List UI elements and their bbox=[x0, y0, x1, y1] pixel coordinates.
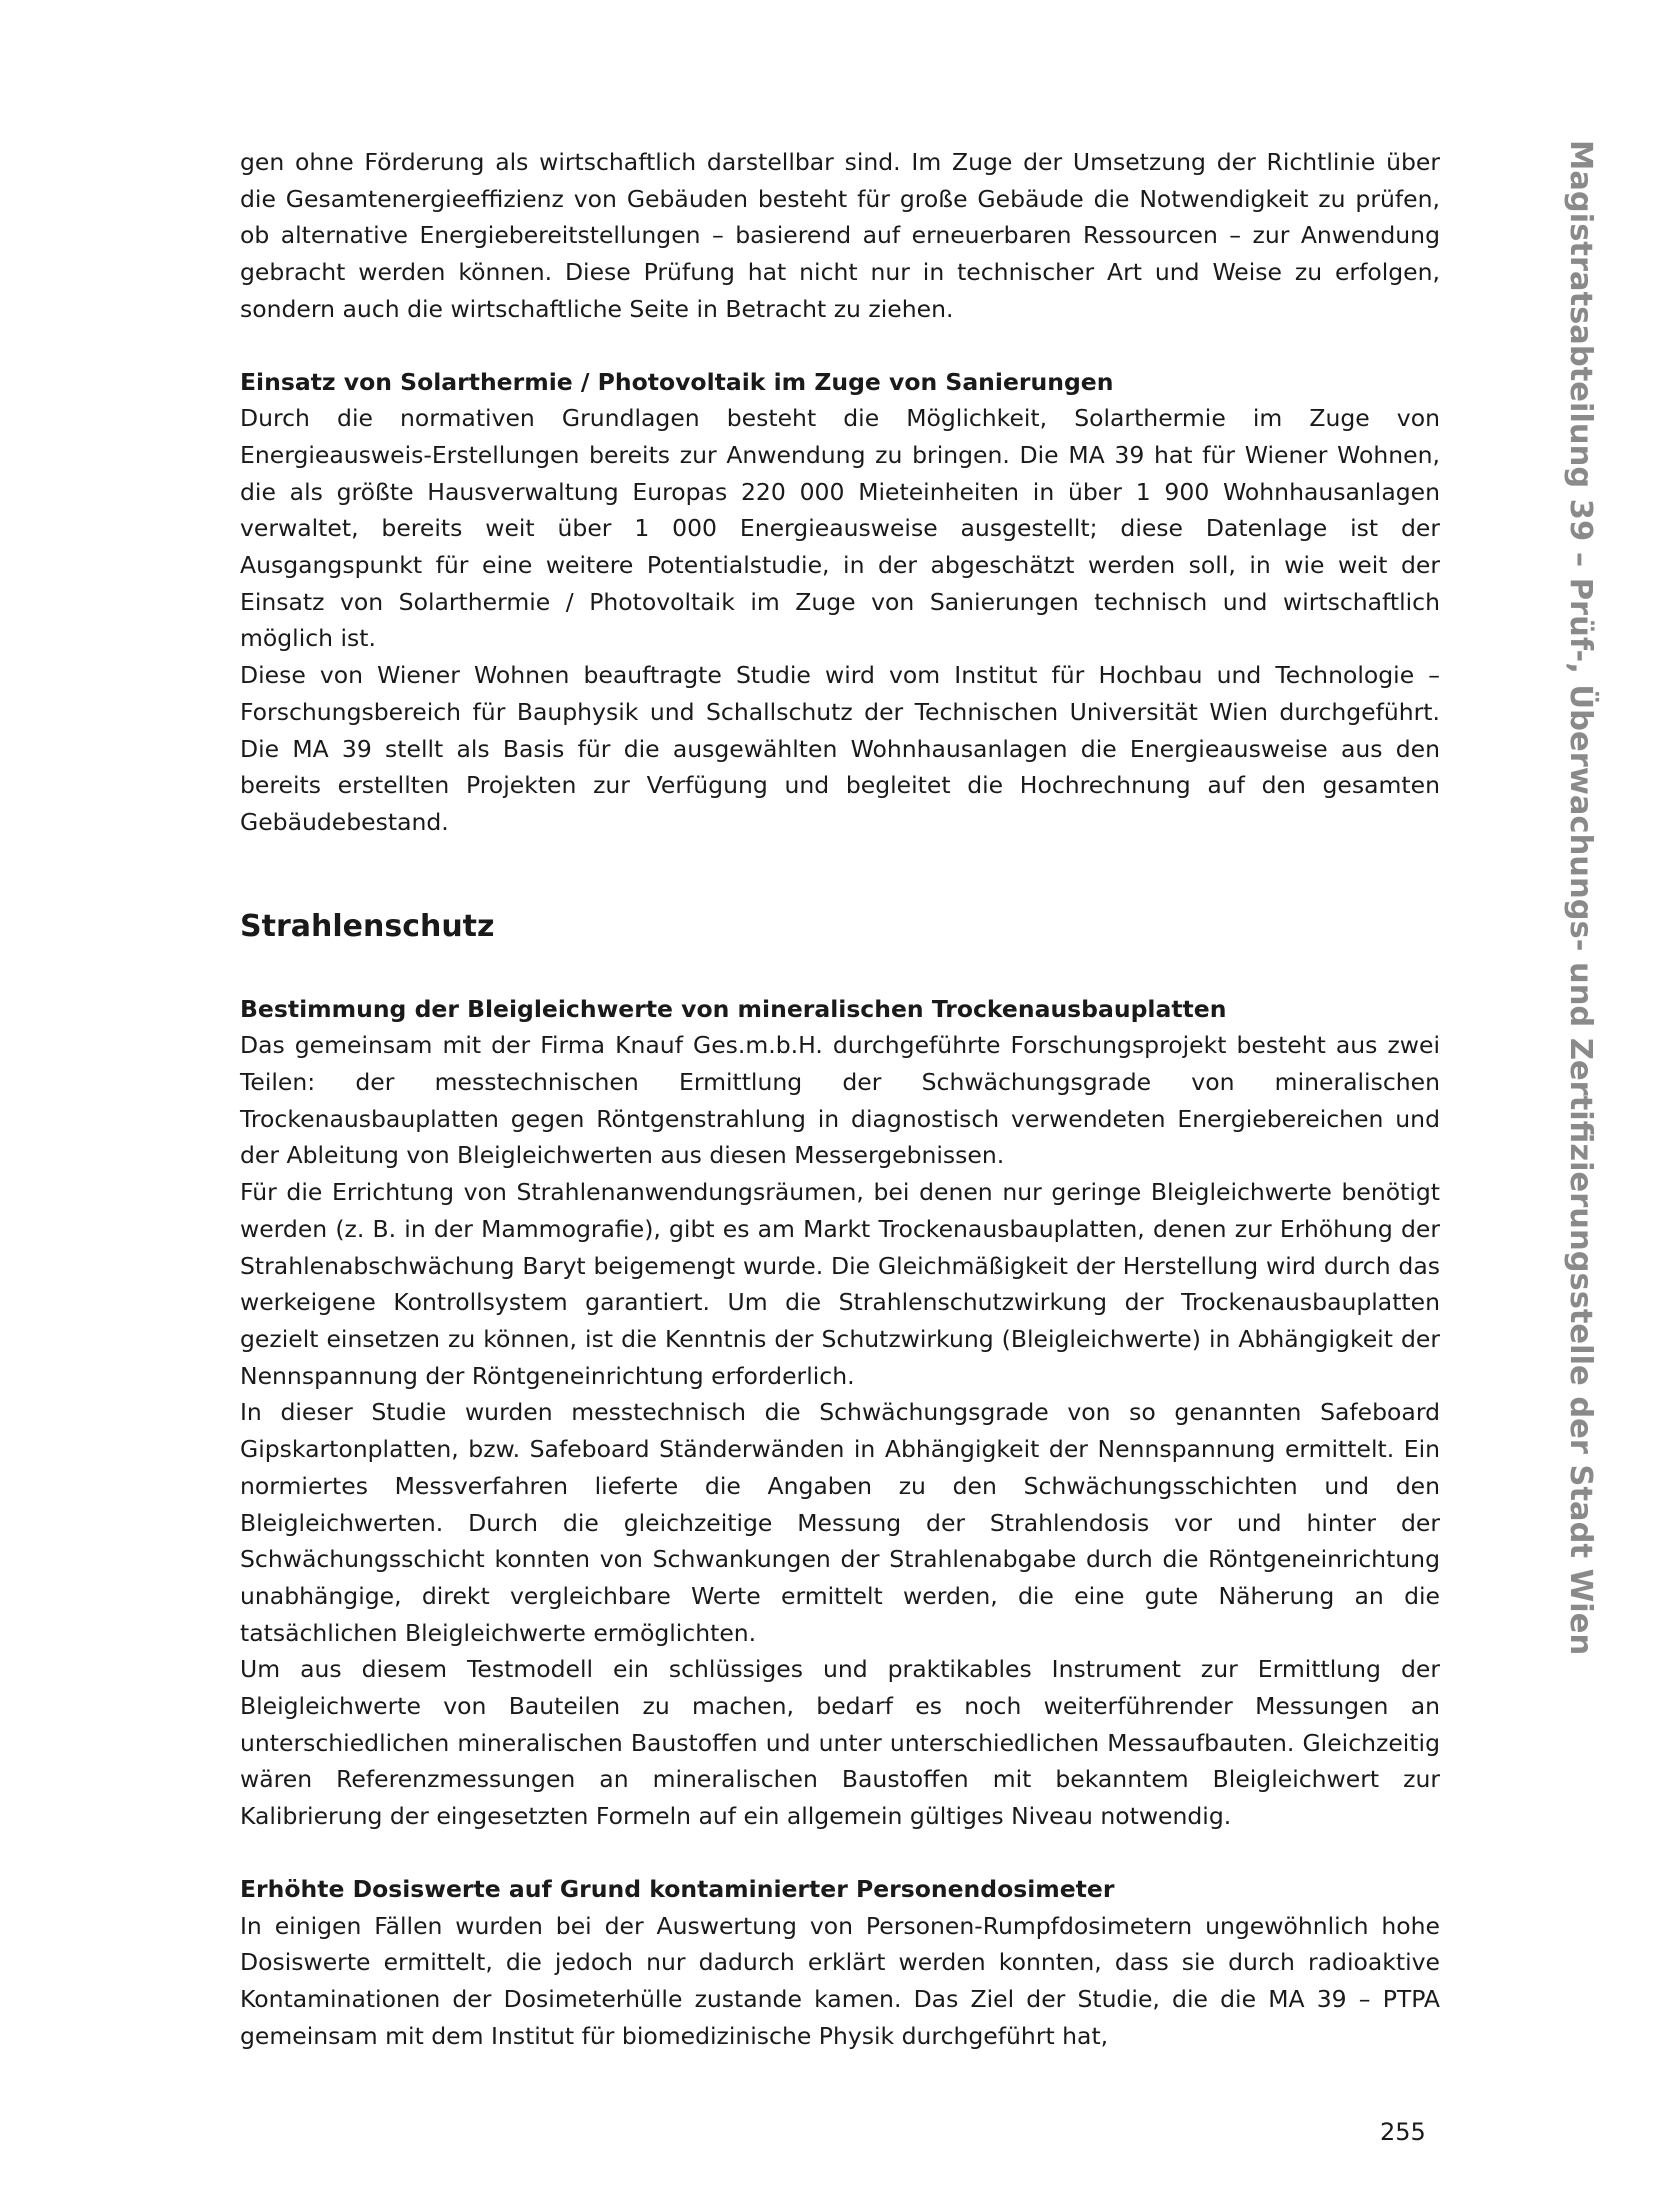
department-title-text: Magistratsabteilung 39 – Prüf-, Überwachungs- und Zertifizierungsstelle der Stadt Wien bbox=[1563, 140, 1598, 1656]
solar-heading: Einsatz von Solarthermie / Photovoltaik im Zuge von Sanierungen bbox=[240, 367, 1114, 396]
dosimeter-paragraph-1: In einigen Fällen wurden bei der Auswertung von Personen-Rumpfdosimetern ungewöhnlich hohe Dosiswerte ermittelt, die jedoch nur dadurch erklärt werden konnten, dass sie durch radioaktive Kontaminationen der Dosimeterhülle zustande kamen. Das Ziel der Studie, die die MA 39 – PTPA gemeinsam mit dem Institut für biomedizinische Physik durchgeführt hat, bbox=[240, 1911, 1440, 2050]
lead-equivalent-heading: Bestimmung der Bleigleichwerte von mineralischen Trockenausbauplatten bbox=[240, 994, 1227, 1023]
intro-paragraph: gen ohne Förderung als wirtschaftlich darstellbar sind. Im Zuge der Umsetzung der Richtlinie über die Gesamtenergieeffizienz von Gebäuden besteht für große Gebäude die Notwendigkeit zu prüfen, ob alternative Energiebereitstellungen – basierend auf erneuerbaren Ressourcen – zur Anwendung gebracht werden können. Diese Prüfung hat nicht nur in technischer Art und Weise zu erfolgen, sondern auch die wirtschaftliche Seite in Betracht zu ziehen. bbox=[240, 148, 1440, 323]
lead-paragraph-2: Für die Errichtung von Strahlenanwendungsräumen, bei denen nur geringe Bleigleichwerte benötigt werden (z. B. in der Mammografie), gibt es am Markt Trockenausbauplatten, denen zur Erhöhung der Strahlenabschwächung Baryt beigemengt wurde. Die Gleichmäßigkeit der Herstellung wird durch das werkeigene Kontrollsystem garantiert. Um die Strahlenschutzwirkung der Trockenausbauplatten gezielt einsetzen zu können, ist die Kenntnis der Schutzwirkung (Bleigleichwerte) in Abhängigkeit der Nennspannung der Röntgeneinrichtung erforderlich. bbox=[240, 1178, 1440, 1390]
section-title-strahlenschutz: Strahlenschutz bbox=[240, 908, 495, 944]
dosimeter-heading: Erhöhte Dosiswerte auf Grund kontaminierter Personendosimeter bbox=[240, 1874, 1115, 1903]
lead-paragraph-4: Um aus diesem Testmodell ein schlüssiges und praktikables Instrument zur Ermittlung der Bleigleichwerte von Bauteilen zu machen, bedarf es noch weiterführender Messungen an unterschiedlichen mineralischen Baustoffen und unter unterschiedlichen Messaufbauten. Gleichzeitig wären Referenzmessungen an mineralischen Baustoffen mit bekanntem Bleigleichwert zur Kalibrierung der eingesetzten Formeln auf ein allgemein gültiges Niveau notwendig. bbox=[240, 1655, 1440, 1831]
lead-paragraph-1: Das gemeinsam mit der Firma Knauf Ges.m.b.H. durchgeführte Forschungsprojekt besteht aus zwei Teilen: der messtechnischen Ermittlung der Schwächungsgrade von mineralischen Trockenausbauplatten gegen Röntgenstrahlung in diagnostisch verwendeten Energiebereichen und der Ableitung von Bleigleichwerten aus diesen Messergebnissen. bbox=[240, 1031, 1440, 1170]
solar-paragraph-1: Durch die normativen Grundlagen besteht die Möglichkeit, Solarthermie im Zuge von Energieausweis-Erstellungen bereits zur Anwendung zu bringen. Die MA 39 hat für Wiener Wohnen, die als größte Hausverwaltung Europas 220 000 Mieteinheiten in über 1 900 Wohnhausanlagen verwaltet, bereits weit über 1 000 Energieausweise ausgestellt; diese Datenlage ist der Ausgangspunkt für eine weitere Potentialstudie, in der abgeschätzt werden soll, in wie weit der Einsatz von Solarthermie / Photovoltaik im Zuge von Sanierungen technisch und wirtschaftlich möglich ist. bbox=[240, 404, 1440, 653]
page-content bbox=[240, 144, 1440, 2054]
lead-paragraph-3: In dieser Studie wurden messtechnisch die Schwächungsgrade von so genannten Safeboard Gipskartonplatten, bzw. Safeboard Ständerwänden in Abhängigkeit der Nennspannung ermittelt. Ein normiertes Messverfahren lieferte die Angaben zu den Schwächungsschichten und den Bleigleichwerten. Durch die gleichzeitige Messung der Strahlendosis vor und hinter der Schwächungsschicht konnten von Schwankungen der Strahlenabgabe durch die Röntgeneinrichtung unabhängige, direkt vergleichbare Werte ermittelt werden, die eine gute Näherung an die tatsächlichen Bleigleichwerte ermöglichten. bbox=[240, 1398, 1440, 1647]
vertical-department-title bbox=[1562, 140, 1598, 1656]
solar-paragraph-2: Diese von Wiener Wohnen beauftragte Studie wird vom Institut für Hochbau und Technologie – Forschungsbereich für Bauphysik und Schallschutz der Technischen Universität Wien durchgeführt. Die MA 39 stellt als Basis für die ausgewählten Wohnhausanlagen die Energieausweise aus den bereits erstellten Projekten zur Verfügung und begleitet die Hochrechnung auf den gesamten Gebäudebestand. bbox=[240, 661, 1440, 836]
page-number: 255 bbox=[1380, 2118, 1426, 2146]
